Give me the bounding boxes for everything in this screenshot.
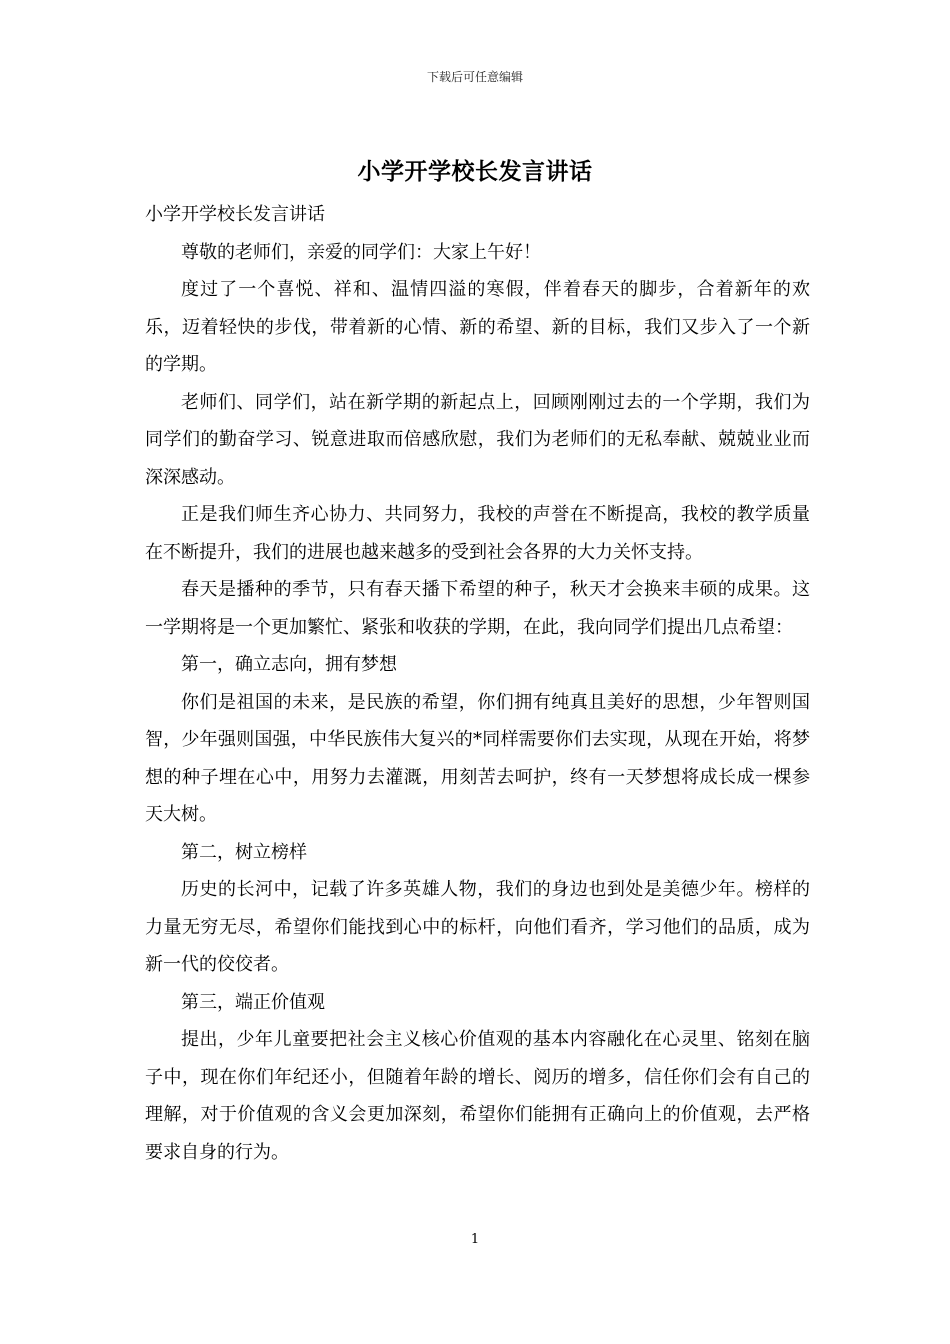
paragraph: 提出，少年儿童要把社会主义核心价值观的基本内容融化在心灵里、铭刻在脑子中，现在你们年纪还小，但随着年龄的增长、阅历的增多，信任你们会有自己的理解，对于价值观的含义会更加深刻，希望你们能拥有正确向上的价值观，去严格要求自身的行为。 (145, 1029, 810, 1163)
document-body (145, 196, 810, 1171)
paragraph-greeting: 尊敬的老师们，亲爱的同学们：大家上午好！ (181, 241, 541, 263)
paragraph: 你们是祖国的未来，是民族的希望，你们拥有纯真且美好的思想，少年智则国智，少年强则国强，中华民族伟大复兴的*同样需要你们去实现，从现在开始，将梦想的种子埋在心中，用努力去灌溉，用刻苦去呵护，终有一天梦想将成长成一棵参天大树。 (145, 691, 810, 825)
paragraph: 历史的长河中，记载了许多英雄人物，我们的身边也到处是美德少年。榜样的力量无穷无尽，希望你们能找到心中的标杆，向他们看齐，学习他们的品质，成为新一代的佼佼者。 (145, 879, 810, 975)
section-heading-2: 第二，树立榜样 (181, 841, 307, 863)
page-number: 1 (470, 1232, 480, 1247)
paragraph: 度过了一个喜悦、祥和、温情四溢的寒假，伴着春天的脚步，合着新年的欢乐，迈着轻快的步伐，带着新的心情、新的希望、新的目标，我们又步入了一个新的学期。 (145, 279, 810, 375)
paragraph-subtitle: 小学开学校长发言讲话 (145, 204, 325, 225)
section-heading-1: 第一，确立志向，拥有梦想 (181, 654, 397, 675)
document-title: 小学开学校长发言讲话 (357, 158, 593, 185)
paragraph: 老师们、同学们，站在新学期的新起点上，回顾刚刚过去的一个学期，我们为同学们的勤奋学习、锐意进取而倍感欣慰，我们为老师们的无私奉献、兢兢业业而深深感动。 (145, 391, 810, 488)
paragraph: 春天是播种的季节，只有春天播下希望的种子，秋天才会换来丰硕的成果。这一学期将是一个更加繁忙、紧张和收获的学期，在此，我向同学们提出几点希望： (145, 579, 810, 638)
paragraph: 正是我们师生齐心协力、共同努力，我校的声誉在不断提高，我校的教学质量在不断提升，我们的进展也越来越多的受到社会各界的大力关怀支持。 (145, 504, 810, 563)
section-heading-3: 第三，端正价值观 (181, 991, 325, 1013)
header-note: 下载后可任意编辑 (426, 70, 523, 84)
